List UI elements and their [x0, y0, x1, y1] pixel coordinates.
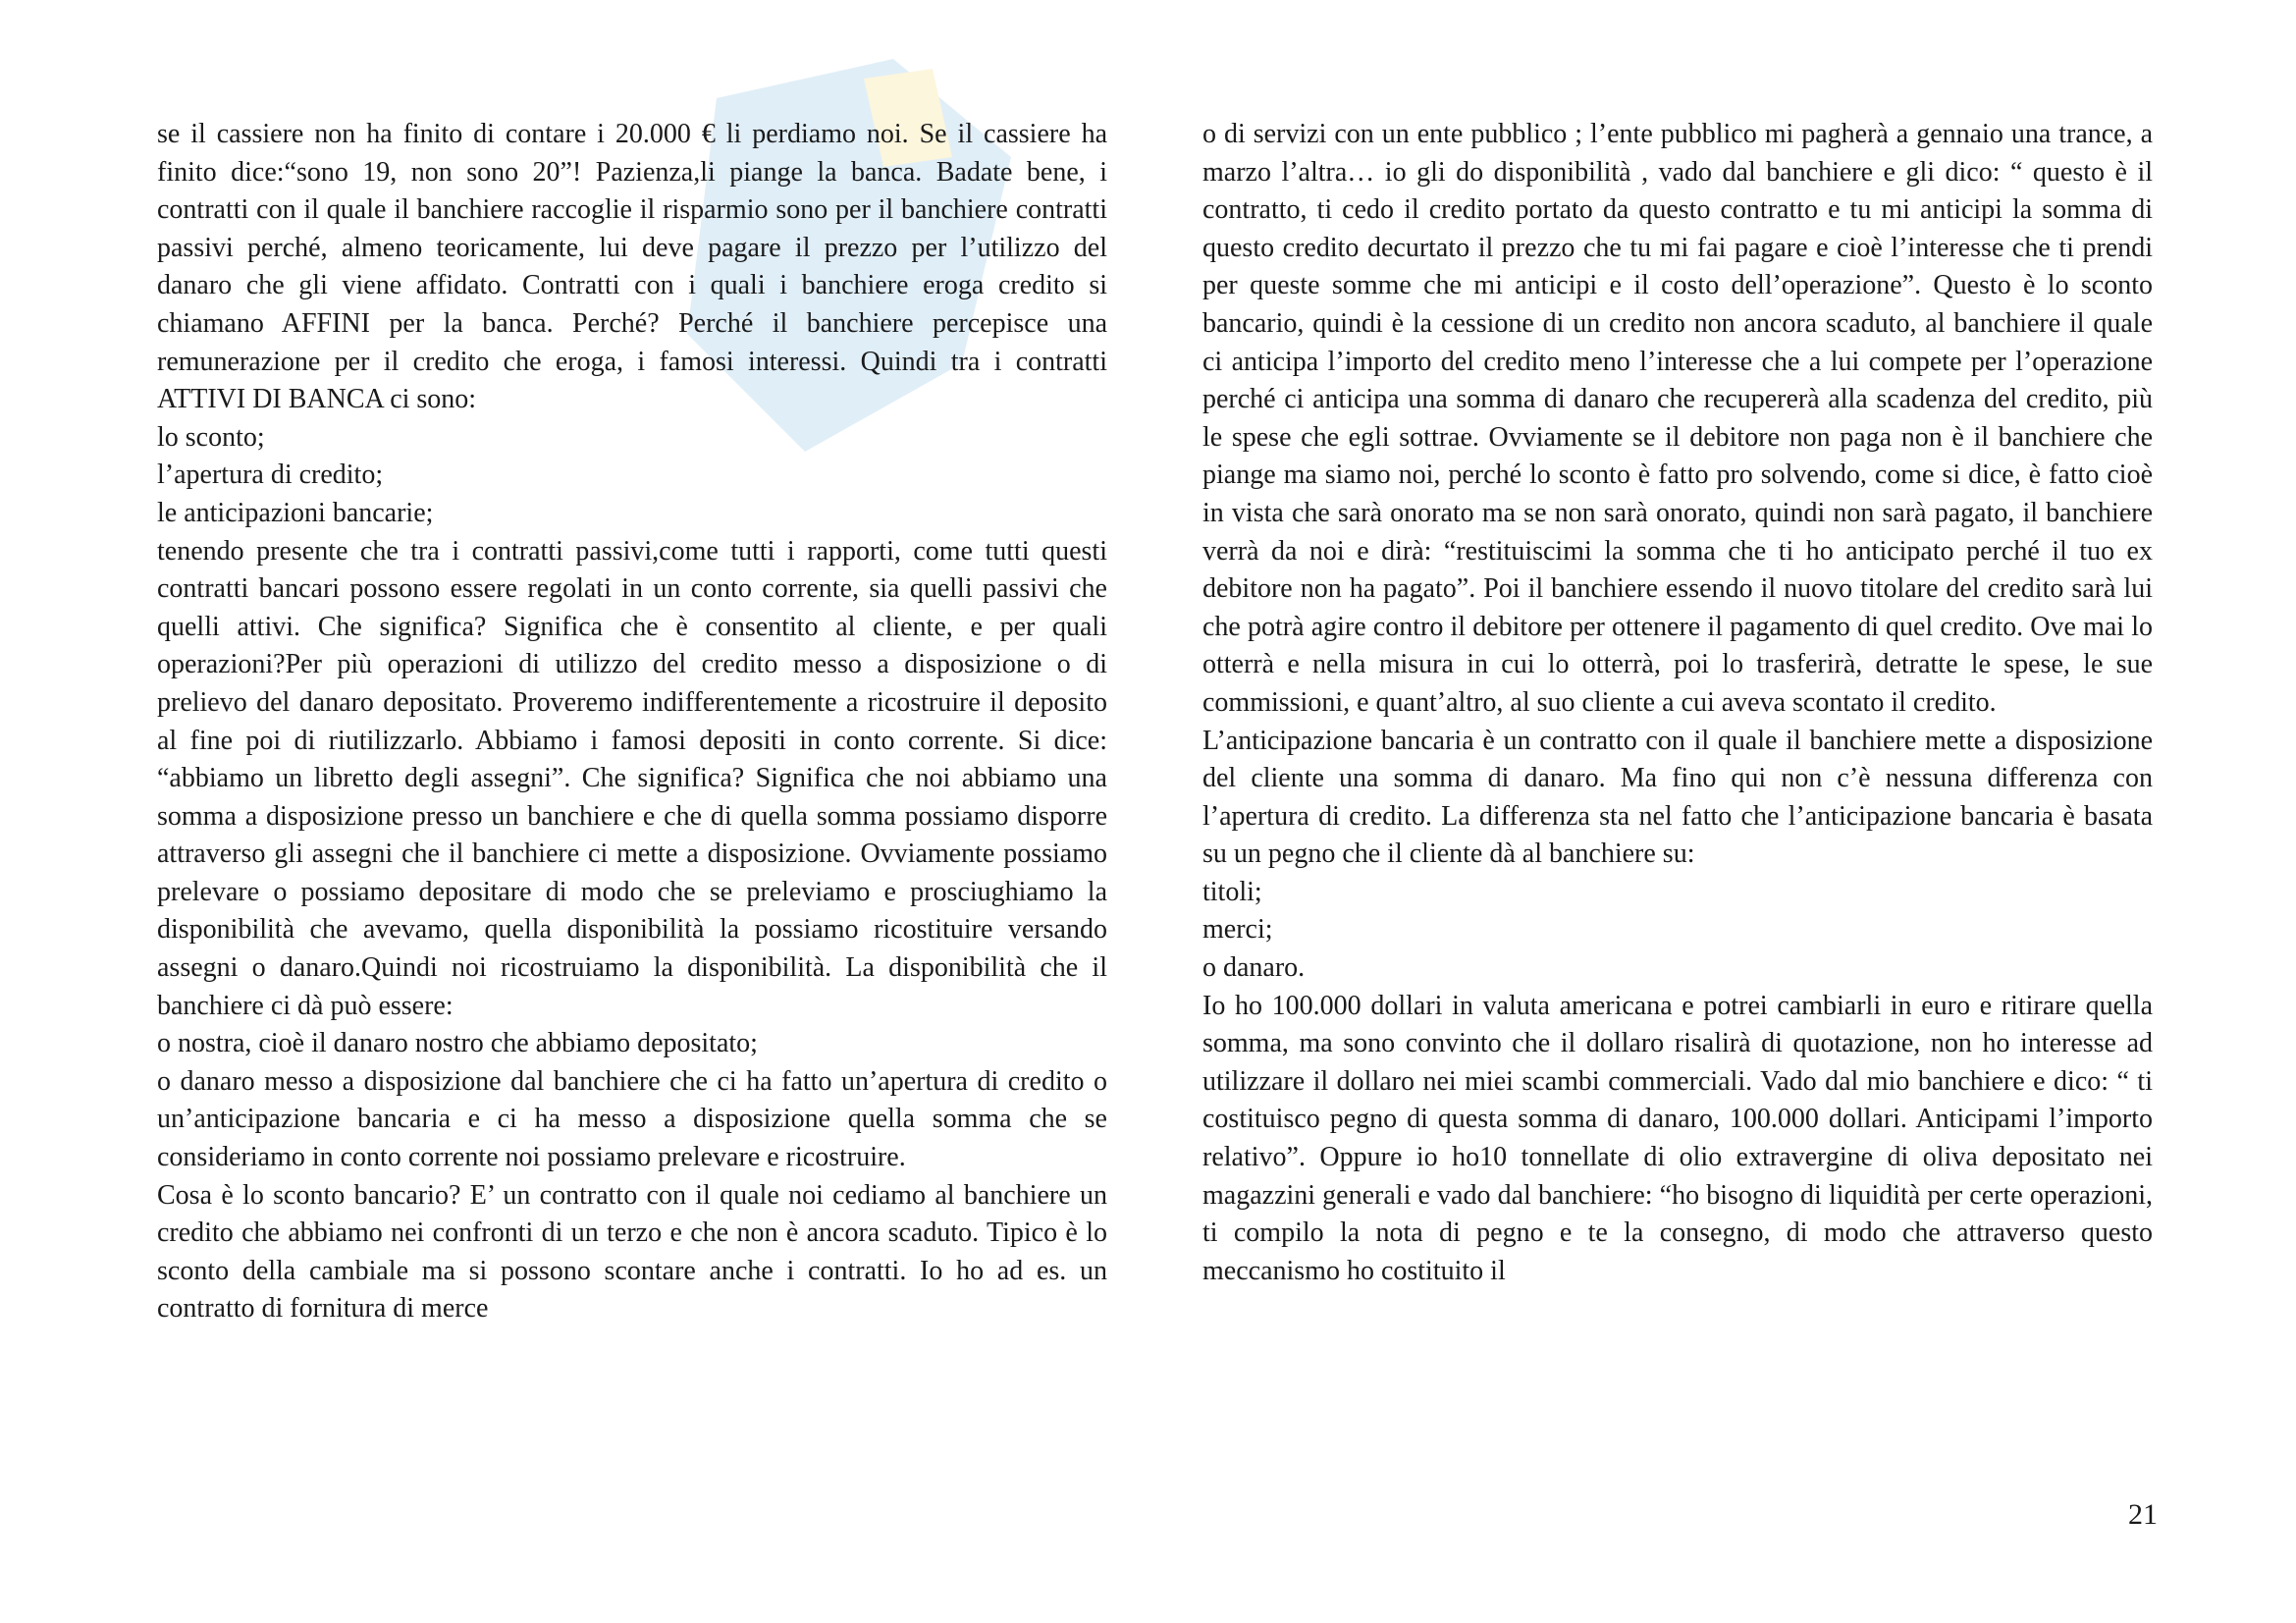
list-item: lo sconto; [157, 421, 265, 453]
paragraph: o di servizi con un ente pubblico ; l’ente pubblico mi pagherà a gennaio una trance, a marzo l’altra… io gli do disponibilità , vado dal banchiere e gli dico: “ questo è il contratto, ti cedo il credito portato da questo contratto e tu mi anticipi la somma di questo credito decurtato il prezzo che tu mi fai pagare e cioè l’interesse che ti prendi per queste somme che mi anticipi e il costo dell’operazione”. Questo è lo sconto bancario, quindi è la cessione di un credito non ancora scaduto, al banchiere il quale ci anticipa l’importo del credito meno l’interesse che a lui compete per l’operazione perché ci anticipa una somma di danaro che recupererà alla scadenza del credito, più le spese che egli sottrae. Ovviamente se il debitore non paga non è il banchiere che piange ma siamo noi, perché lo sconto è fatto pro solvendo, come si dice, è fatto cioè in vista che sarà onorato ma se non sarà onorato, quindi non sarà pagato, il banchiere verrà da noi e dirà: “restituiscimi la somma che ti ho anticipato perché il tuo ex debitore non ha pagato”. Poi il banchiere essendo il nuovo titolare del credito sarà lui che potrà agire contro il debitore per ottenere il pagamento di quel credito. Ove mai lo otterrà e nella misura in cui lo otterrà, poi lo trasferirà, detratte le spese, le sue commissioni, e quant’altro, al suo cliente a cui aveva scontato il credito. [1202, 119, 2153, 718]
paragraph: L’anticipazione bancaria è un contratto con il quale il banchiere mette a disposizione del cliente una somma di danaro. Ma fino qui non c’è nessuna differenza con l’apertura di credito. La differenza sta nel fatto che l’anticipazione bancaria è basata su un pegno che il cliente dà al banchiere su: [1202, 725, 2153, 870]
list-item: l’apertura di credito; [157, 460, 384, 491]
list-item: le anticipazioni bancarie; [157, 497, 434, 528]
list-item: o danaro. [1202, 952, 1306, 984]
paragraph: Cosa è lo sconto bancario? E’ un contratto con il quale noi cediamo al banchiere un credito che abbiamo nei confronti di un terzo e che non è ancora scaduto. Tipico è lo sconto della cambiale ma si possono scontare anche i contratti. Io ho ad es. un contratto di fornitura di merce [157, 1179, 1107, 1325]
page-number: 21 [2128, 1498, 2158, 1531]
paragraph: tenendo presente che tra i contratti passivi,come tutti i rapporti, come tutti questi contratti bancari possono essere regolati in un conto corrente, sia quelli passivi che quelli attivi. Che significa? Significa che è consentito al cliente, e per quali operazioni?Per più operazioni di utilizzo del credito messo a disposizione o di prelievo del danaro depositato. Proveremo indifferentemente a ricostruire il deposito al fine poi di riutilizzarlo. Abbiamo i famosi depositi in conto corrente. Si dice: “abbiamo un libretto degli assegni”. Che significa? Significa che noi abbiamo una somma a disposizione presso un banchiere e che di quella somma possiamo disporre attraverso gli assegni che il banchiere ci mette a disposizione. Ovviamente possiamo prelevare o possiamo depositare di modo che se preleviamo e prosciughiamo la disponibilità che avevamo, quella disponibilità la possiamo ricostituire versando assegni o danaro.Quindi noi ricostruiamo la disponibilità. La disponibilità che il banchiere ci dà può essere: [157, 535, 1107, 1021]
list-item: merci; [1202, 914, 1273, 946]
list-item: o nostra, cioè il danaro nostro che abbiamo depositato; [157, 1028, 758, 1059]
paragraph: se il cassiere non ha finito di contare i 20.000 € li perdiamo noi. Se il cassiere ha finito dice:“sono 19, non sono 20”! Pazienza,li piange la banca. Badate bene, i contratti con il quale il banchiere raccoglie il risparmio sono per il banchiere contratti passivi perché, almeno teoricamente, lui deve pagare il prezzo per l’utilizzo del danaro che gli viene affidato. Contratti con i quali i banchiere eroga credito si chiamano AFFINI per la banca. Perché? Perché il banchiere percepisce una remunerazione per il credito che eroga, i famosi interessi. Quindi tra i contratti ATTIVI DI BANCA ci sono: [157, 119, 1107, 415]
paragraph: Io ho 100.000 dollari in valuta americana e potrei cambiarli in euro e ritirare quella somma, ma sono convinto che il dollaro risalirà di quotazione, non ho interesse ad utilizzare il dollaro nei miei scambi commerciali. Vado dal mio banchiere e dico: “ ti costituisco pegno di questa somma di danaro, 100.000 dollari. Anticipami l’importo relativo”. Oppure io ho10 tonnellate di olio extravergine di oliva depositato nei magazzini generali e vado dal banchiere: “ho bisogno di liquidità per certe operazioni, ti compilo la nota di pegno e te la consegno, di modo che attraverso questo meccanismo ho costituito il [1202, 990, 2153, 1286]
left-column [157, 116, 1107, 1328]
list-item: titoli; [1202, 876, 1262, 907]
list-item: o danaro messo a disposizione dal banchiere che ci ha fatto un’apertura di credito o un’anticipazione bancaria e ci ha messo a disposizione quella somma che se consideriamo in conto corrente noi possiamo prelevare e ricostruire. [157, 1065, 1107, 1173]
right-column [1202, 116, 2153, 1290]
